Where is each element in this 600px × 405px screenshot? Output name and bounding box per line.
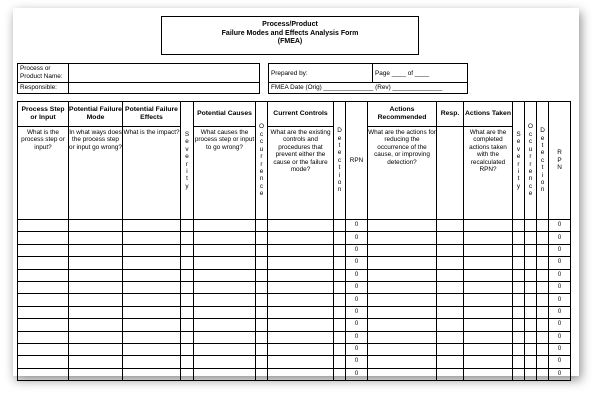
entry-cell[interactable] [437, 306, 464, 318]
entry-cell[interactable] [513, 356, 525, 368]
responsible-field[interactable] [70, 83, 258, 93]
entry-cell[interactable] [194, 220, 256, 232]
form-title-line-1: Process/Product [262, 21, 318, 28]
entry-cell[interactable] [437, 269, 464, 281]
entry-cell[interactable] [69, 220, 123, 232]
rpn-2-cell: 0 [549, 368, 571, 380]
rpn-2-cell: 0 [549, 244, 571, 256]
table-row [18, 244, 571, 256]
entry-cell[interactable] [513, 281, 525, 293]
desc-process-step: What is the process step or input? [18, 127, 69, 220]
entry-cell[interactable] [123, 294, 181, 306]
table-row [18, 319, 571, 331]
rpn-2-cell: 0 [549, 319, 571, 331]
entry-cell[interactable] [368, 319, 437, 331]
entry-cell[interactable] [464, 244, 513, 256]
rpn-cell: 0 [346, 294, 368, 306]
entry-cell[interactable] [525, 319, 537, 331]
desc-causes: What causes the process step or input to go wrong? [194, 127, 256, 220]
page-number-field[interactable]: Page ____ of ____ [375, 70, 430, 77]
entry-cell[interactable] [69, 356, 123, 368]
col-occurrence: O c c u r r e n c e [256, 102, 268, 220]
entry-cell[interactable] [268, 356, 334, 368]
entry-cell[interactable] [18, 343, 69, 355]
entry-cell[interactable] [69, 281, 123, 293]
entry-cell[interactable] [18, 257, 69, 269]
entry-cell[interactable] [537, 244, 549, 256]
entry-cell[interactable] [194, 368, 256, 380]
entry-cell[interactable] [513, 269, 525, 281]
entry-cell[interactable] [368, 269, 437, 281]
entry-cell[interactable] [256, 343, 268, 355]
col-current-controls: Current Controls [268, 102, 334, 127]
entry-cell[interactable] [437, 319, 464, 331]
entry-cell[interactable] [194, 319, 256, 331]
entry-cell[interactable] [537, 294, 549, 306]
entry-cell[interactable] [464, 257, 513, 269]
entry-cell[interactable] [268, 220, 334, 232]
entry-cell[interactable] [334, 244, 346, 256]
col-process-step: Process Step or Input [18, 102, 69, 127]
table-row [18, 356, 571, 368]
entry-cell[interactable] [525, 257, 537, 269]
entry-cell[interactable] [181, 281, 194, 293]
responsible-label: Responsible: [20, 84, 57, 91]
entry-cell[interactable] [69, 368, 123, 380]
entry-cell[interactable] [181, 294, 194, 306]
entry-cell[interactable] [464, 368, 513, 380]
entry-cell[interactable] [437, 343, 464, 355]
entry-cell[interactable] [437, 220, 464, 232]
entry-cell[interactable] [368, 244, 437, 256]
entry-cell[interactable] [181, 269, 194, 281]
entry-cell[interactable] [194, 343, 256, 355]
entry-cell[interactable] [123, 319, 181, 331]
entry-cell[interactable] [513, 294, 525, 306]
table-row [18, 294, 571, 306]
entry-cell[interactable] [256, 281, 268, 293]
entry-cell[interactable] [18, 331, 69, 343]
entry-cell[interactable] [18, 368, 69, 380]
entry-cell[interactable] [268, 281, 334, 293]
entry-cell[interactable] [181, 232, 194, 244]
entry-cell[interactable] [464, 343, 513, 355]
rpn-2-cell: 0 [549, 232, 571, 244]
col-actions-taken: Actions Taken [464, 102, 513, 127]
entry-cell[interactable] [513, 319, 525, 331]
entry-cell[interactable] [181, 257, 194, 269]
desc-current-controls: What are the existing controls and procedures that prevent either the cause or the failure mode? [268, 127, 334, 220]
entry-cell[interactable] [194, 294, 256, 306]
entry-cell[interactable] [537, 220, 549, 232]
entry-cell[interactable] [123, 331, 181, 343]
rpn-2-cell: 0 [549, 343, 571, 355]
entry-cell[interactable] [464, 294, 513, 306]
process-name-label: Process or Product Name: [20, 65, 63, 80]
desc-failure-effects: What is the impact? [123, 127, 181, 220]
entry-cell[interactable] [464, 269, 513, 281]
rpn-cell: 0 [346, 269, 368, 281]
entry-cell[interactable] [334, 257, 346, 269]
table-row [18, 257, 571, 269]
table-row [18, 281, 571, 293]
rpn-2-cell: 0 [549, 356, 571, 368]
entry-cell[interactable] [18, 244, 69, 256]
entry-cell[interactable] [69, 331, 123, 343]
desc-actions-recommended: What are the actions for reducing the occurrence of the cause, or improving detection? [368, 127, 437, 220]
entry-cell[interactable] [334, 281, 346, 293]
entry-cell[interactable] [464, 319, 513, 331]
entry-cell[interactable] [69, 306, 123, 318]
rpn-cell: 0 [346, 368, 368, 380]
entry-cell[interactable] [537, 343, 549, 355]
rpn-2-cell: 0 [549, 220, 571, 232]
entry-cell[interactable] [334, 294, 346, 306]
entry-cell[interactable] [256, 356, 268, 368]
entry-cell[interactable] [537, 306, 549, 318]
rpn-cell: 0 [346, 244, 368, 256]
entry-cell[interactable] [334, 319, 346, 331]
entry-cell[interactable] [537, 331, 549, 343]
entry-cell[interactable] [181, 319, 194, 331]
entry-cell[interactable] [268, 319, 334, 331]
entry-cell[interactable] [181, 306, 194, 318]
entry-cell[interactable] [18, 220, 69, 232]
entry-cell[interactable] [525, 331, 537, 343]
form-title-line-3: (FMEA) [277, 38, 303, 45]
entry-cell[interactable] [268, 257, 334, 269]
entry-cell[interactable] [537, 269, 549, 281]
entry-cell[interactable] [256, 331, 268, 343]
entry-cell[interactable] [123, 244, 181, 256]
description-row [18, 127, 571, 220]
entry-cell[interactable] [268, 368, 334, 380]
entry-cell[interactable] [525, 356, 537, 368]
entry-cell[interactable] [464, 220, 513, 232]
entry-cell[interactable] [537, 232, 549, 244]
entry-cell[interactable] [181, 244, 194, 256]
rpn-2-cell: 0 [549, 257, 571, 269]
entry-cell[interactable] [368, 232, 437, 244]
entry-cell[interactable] [123, 306, 181, 318]
entry-cell[interactable] [18, 281, 69, 293]
entry-cell[interactable] [18, 319, 69, 331]
entry-cell[interactable] [123, 368, 181, 380]
entry-cell[interactable] [256, 220, 268, 232]
entry-cell[interactable] [194, 306, 256, 318]
entry-cell[interactable] [537, 281, 549, 293]
entry-cell[interactable] [69, 319, 123, 331]
rpn-2-cell: 0 [549, 306, 571, 318]
table-row [18, 269, 571, 281]
col-occurrence-2: O c c u r r e n c e [525, 102, 537, 220]
entry-cell[interactable] [256, 232, 268, 244]
entry-cell[interactable] [268, 331, 334, 343]
entry-cell[interactable] [537, 257, 549, 269]
entry-cell[interactable] [69, 232, 123, 244]
entry-cell[interactable] [464, 281, 513, 293]
entry-cell[interactable] [194, 331, 256, 343]
rpn-cell: 0 [346, 356, 368, 368]
entry-cell[interactable] [368, 368, 437, 380]
entry-cell[interactable] [256, 306, 268, 318]
entry-cell[interactable] [194, 244, 256, 256]
entry-cell[interactable] [525, 281, 537, 293]
rpn-2-cell: 0 [549, 331, 571, 343]
entry-cell[interactable] [513, 220, 525, 232]
entry-cell[interactable] [368, 343, 437, 355]
rpn-cell: 0 [346, 343, 368, 355]
table-row [18, 306, 571, 318]
table-row [18, 220, 571, 232]
rpn-cell: 0 [346, 319, 368, 331]
desc-actions-taken: What are the completed actions taken with the recalculated RPN? [464, 127, 513, 220]
entry-cell[interactable] [464, 306, 513, 318]
col-actions-recommended: Actions Recommended [368, 102, 437, 127]
entry-cell[interactable] [537, 356, 549, 368]
entry-cell[interactable] [123, 232, 181, 244]
entry-cell[interactable] [268, 343, 334, 355]
entry-cell[interactable] [334, 343, 346, 355]
entry-cell[interactable] [525, 368, 537, 380]
entry-cell[interactable] [123, 269, 181, 281]
rpn-cell: 0 [346, 306, 368, 318]
col-rpn: RPN [346, 102, 368, 220]
entry-cell[interactable] [513, 306, 525, 318]
entry-cell[interactable] [69, 244, 123, 256]
entry-cell[interactable] [194, 356, 256, 368]
form-title-line-2: Failure Modes and Effects Analysis Form [221, 29, 359, 37]
entry-cell[interactable] [334, 356, 346, 368]
entry-cell[interactable] [464, 331, 513, 343]
entry-cell[interactable] [69, 269, 123, 281]
entry-cell[interactable] [368, 306, 437, 318]
col-detection: D e t e c t i o n [334, 102, 346, 220]
col-detection-2: D e t e c t i o n [537, 102, 549, 220]
entry-cell[interactable] [525, 220, 537, 232]
entry-cell[interactable] [256, 319, 268, 331]
entry-cell[interactable] [69, 257, 123, 269]
entry-cell[interactable] [181, 356, 194, 368]
entry-cell[interactable] [123, 281, 181, 293]
entry-cell[interactable] [268, 269, 334, 281]
entry-cell[interactable] [437, 232, 464, 244]
rpn-2-cell: 0 [549, 294, 571, 306]
col-severity-2: S e v e r i t y [513, 102, 525, 220]
entry-cell[interactable] [368, 331, 437, 343]
entry-cell[interactable] [334, 220, 346, 232]
entry-cell[interactable] [256, 269, 268, 281]
entry-cell[interactable] [123, 343, 181, 355]
entry-cell[interactable] [537, 319, 549, 331]
entry-cell[interactable] [334, 331, 346, 343]
entry-cell[interactable] [194, 269, 256, 281]
fmea-table [17, 101, 571, 381]
entry-cell[interactable] [18, 356, 69, 368]
entry-cell[interactable] [437, 368, 464, 380]
entry-cell[interactable] [268, 232, 334, 244]
entry-cell[interactable] [464, 356, 513, 368]
col-causes: Potential Causes [194, 102, 256, 127]
entry-cell[interactable] [268, 244, 334, 256]
entry-cell[interactable] [256, 257, 268, 269]
entry-cell[interactable] [18, 294, 69, 306]
col-failure-mode: Potential Failure Mode [69, 102, 123, 127]
entry-cell[interactable] [123, 220, 181, 232]
entry-cell[interactable] [123, 356, 181, 368]
entry-cell[interactable] [18, 269, 69, 281]
entry-cell[interactable] [181, 331, 194, 343]
rpn-cell: 0 [346, 257, 368, 269]
entry-cell[interactable] [334, 306, 346, 318]
entry-cell[interactable] [18, 232, 69, 244]
entry-cell[interactable] [256, 294, 268, 306]
entry-cell[interactable] [69, 294, 123, 306]
entry-cell[interactable] [513, 232, 525, 244]
entry-cell[interactable] [537, 368, 549, 380]
rpn-cell: 0 [346, 281, 368, 293]
table-row [18, 331, 571, 343]
entry-cell[interactable] [437, 356, 464, 368]
entry-cell[interactable] [525, 244, 537, 256]
rpn-2-cell: 0 [549, 269, 571, 281]
entry-cell[interactable] [256, 244, 268, 256]
rpn-cell: 0 [346, 220, 368, 232]
column-header-row [18, 102, 571, 127]
entry-cell[interactable] [525, 306, 537, 318]
entry-cell[interactable] [525, 269, 537, 281]
entry-cell[interactable] [437, 281, 464, 293]
entry-cell[interactable] [513, 331, 525, 343]
preparation-info-block [268, 63, 468, 94]
entry-cell[interactable] [525, 232, 537, 244]
table-row [18, 368, 571, 380]
rpn-cell: 0 [346, 232, 368, 244]
entry-cell[interactable] [437, 244, 464, 256]
entry-cell[interactable] [181, 368, 194, 380]
entry-cell[interactable] [437, 331, 464, 343]
process-name-field[interactable] [70, 65, 258, 81]
entry-cell[interactable] [334, 269, 346, 281]
col-rpn-2: R P N [549, 102, 571, 220]
entry-cell[interactable] [464, 232, 513, 244]
entry-cell[interactable] [368, 356, 437, 368]
col-resp: Resp. [437, 102, 464, 127]
rpn-2-cell: 0 [549, 281, 571, 293]
entry-cell[interactable] [437, 294, 464, 306]
entry-cell[interactable] [525, 294, 537, 306]
desc-failure-mode: In what ways does the process step or input go wrong? [69, 127, 123, 220]
entry-cell[interactable] [181, 343, 194, 355]
entry-cell[interactable] [18, 306, 69, 318]
entry-cell[interactable] [123, 257, 181, 269]
process-info-block [17, 63, 260, 94]
prepared-by-label: Prepared by: [271, 70, 308, 77]
col-failure-effects: Potential Failure Effects [123, 102, 181, 127]
fmea-form-sheet [13, 8, 579, 376]
entry-cell[interactable] [334, 232, 346, 244]
col-severity: S e v e r i t y [181, 102, 194, 220]
entry-cell[interactable] [513, 343, 525, 355]
fmea-date-field[interactable]: FMEA Date (Orig) ______________ (Rev) ______________ [271, 84, 443, 91]
entry-cell[interactable] [69, 343, 123, 355]
form-title [161, 16, 419, 55]
entry-cell[interactable] [256, 368, 268, 380]
entry-cell[interactable] [368, 257, 437, 269]
rpn-cell: 0 [346, 331, 368, 343]
table-row [18, 232, 571, 244]
entry-cell[interactable] [513, 244, 525, 256]
entry-cell[interactable] [181, 220, 194, 232]
entry-cell[interactable] [368, 220, 437, 232]
entry-cell[interactable] [268, 294, 334, 306]
entry-cell[interactable] [194, 281, 256, 293]
entry-cell[interactable] [437, 257, 464, 269]
entry-cell[interactable] [513, 368, 525, 380]
table-row [18, 343, 571, 355]
desc-resp [437, 127, 464, 220]
entry-cell[interactable] [194, 257, 256, 269]
entry-cell[interactable] [368, 294, 437, 306]
entry-cell[interactable] [334, 368, 346, 380]
entry-cell[interactable] [525, 343, 537, 355]
entry-cell[interactable] [368, 281, 437, 293]
entry-cell[interactable] [513, 257, 525, 269]
entry-cell[interactable] [268, 306, 334, 318]
entry-cell[interactable] [194, 232, 256, 244]
